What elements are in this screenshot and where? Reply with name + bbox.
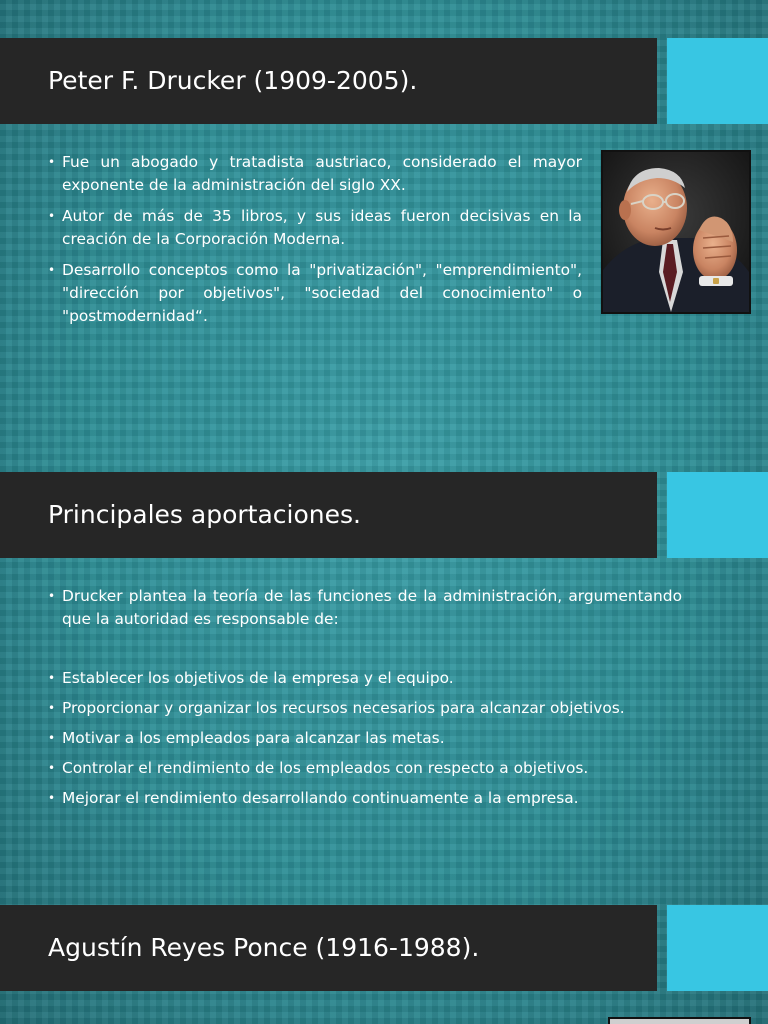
bullet-item: • Fue un abogado y tratadista austriaco, considerado el mayor exponente de la administración del siglo XX. xyxy=(48,151,582,197)
bullet-item: • Controlar el rendimiento de los empleados con respecto a objetivos. xyxy=(48,757,708,780)
slide-title: Peter F. Drucker (1909-2005). xyxy=(48,66,418,95)
portrait-photo xyxy=(608,1017,751,1024)
title-bar xyxy=(0,905,657,991)
bullet-item: • Mejorar el rendimiento desarrollando continuamente a la empresa. xyxy=(48,787,708,810)
bullet-item: • Autor de más de 35 libros, y sus ideas fueron decisivas en la creación de la Corporación Moderna. xyxy=(48,205,582,251)
intro-item: • Drucker plantea la teoría de las funciones de la administración, argumentando que la autoridad es responsable de: xyxy=(48,585,682,631)
bullet-item: • Motivar a los empleados para alcanzar las metas. xyxy=(48,727,708,750)
accent-block xyxy=(667,905,768,991)
bullet-item: • Establecer los objetivos de la empresa y el equipo. xyxy=(48,667,708,690)
slide-title: Agustín Reyes Ponce (1916-1988). xyxy=(48,933,480,962)
slide-title: Principales aportaciones. xyxy=(48,500,361,529)
bullet-item: • Desarrollo conceptos como la "privatización", "emprendimiento", "dirección por objetivos", "sociedad del conocimiento" o "postmodernidad“. xyxy=(48,259,582,328)
bullet-item: • Proporcionar y organizar los recursos necesarios para alcanzar objetivos. xyxy=(48,697,708,720)
